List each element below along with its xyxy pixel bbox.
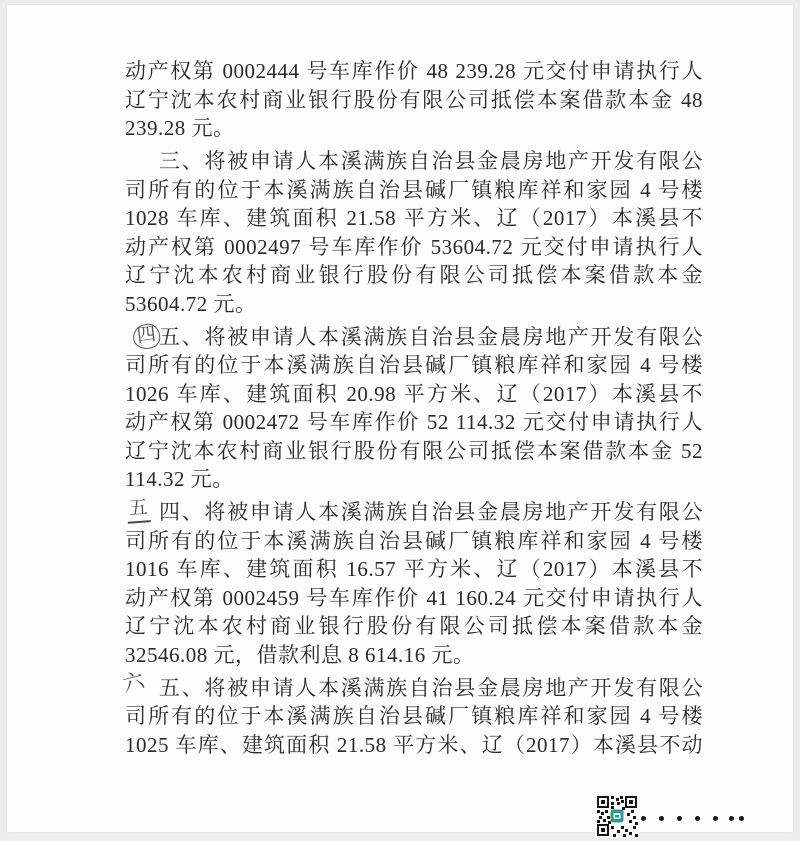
text-line: 辽宁沈本农村商业银行股份有限公司抵偿本案借款本金 48 <box>125 87 703 112</box>
text-line: 司所有的位于本溪满族自治县碱厂镇粮库祥和家园 4 号楼 <box>125 528 703 553</box>
text-line: 动产权第 0002472 号车库作价 52 114.32 元交付申请执行人 <box>125 410 703 434</box>
text-line: 239.28 元。 <box>125 116 235 140</box>
dot <box>729 816 734 821</box>
dot <box>739 816 744 821</box>
text-line: 司所有的位于本溪满族自治县碱厂镇粮库祥和家园 4 号楼 <box>125 353 703 377</box>
paragraph-item-4-renumbered-5 <box>125 498 703 669</box>
paragraph-item-5-renumbered-6 <box>120 667 703 760</box>
document-page <box>7 5 793 832</box>
paragraph-item-3 <box>125 147 703 318</box>
text-line: 动产权第 0002497 号车库作价 53604.72 元交付申请执行人 <box>125 234 703 259</box>
handwritten-correction-mark: 四 <box>132 322 162 350</box>
text-line: 动产权第 0002444 号车库作价 48 239.28 元交付申请执行人 <box>125 59 703 83</box>
paragraph-continuation <box>125 57 703 143</box>
text-line: 五、将被申请人本溪满族自治县金晨房地产开发有限公 <box>159 324 703 349</box>
text-line: 三、将被申请人本溪满族自治县金晨房地产开发有限公 <box>159 149 703 173</box>
handwritten-correction-mark: 五 <box>126 497 151 524</box>
text-line: 1026 车库、建筑面积 20.98 平方米、辽（2017）本溪县不 <box>125 381 703 406</box>
dot <box>659 816 664 821</box>
text-line: 司所有的位于本溪满族自治县碱厂镇粮库祥和家园 4 号楼 <box>125 704 703 728</box>
text-line: 辽宁沈本农村商业银行股份有限公司抵偿本案借款本金 <box>125 614 703 638</box>
text-line: 五、将被申请人本溪满族自治县金晨房地产开发有限公 <box>159 675 703 700</box>
document-body <box>120 57 703 764</box>
text-line: 1025 车库、建筑面积 21.58 平方米、辽（2017）本溪县不动 <box>125 732 703 757</box>
text-line: 53604.72 元。 <box>125 291 257 316</box>
text-line: 114.32 元。 <box>125 467 234 491</box>
text-line: 1028 车库、建筑面积 21.58 平方米、辽（2017）本溪县不 <box>125 206 703 230</box>
footer-dots <box>641 815 761 823</box>
text-line: 辽宁沈本农村商业银行股份有限公司抵偿本案借款本金 <box>125 263 703 287</box>
dot <box>713 816 718 821</box>
text-line: 四、将被申请人本溪满族自治县金晨房地产开发有限公 <box>159 500 703 524</box>
handwritten-correction-mark: 六 <box>120 667 147 696</box>
dot <box>677 816 682 821</box>
text-line: 32546.08 元，借款利息 8 614.16 元。 <box>125 642 475 667</box>
qr-code-icon <box>595 794 639 838</box>
text-line: 辽宁沈本农村商业银行股份有限公司抵偿本案借款本金 52 <box>125 438 703 463</box>
dot <box>695 816 700 821</box>
dot <box>641 816 646 821</box>
text-line: 动产权第 0002459 号车库作价 41 160.24 元交付申请执行人 <box>125 585 703 610</box>
text-line: 司所有的位于本溪满族自治县碱厂镇粮库祥和家园 4 号楼 <box>125 177 703 202</box>
paragraph-item-5-renumbered-4 <box>125 323 703 494</box>
text-line: 1016 车库、建筑面积 16.57 平方米、辽（2017）本溪县不 <box>125 557 703 581</box>
